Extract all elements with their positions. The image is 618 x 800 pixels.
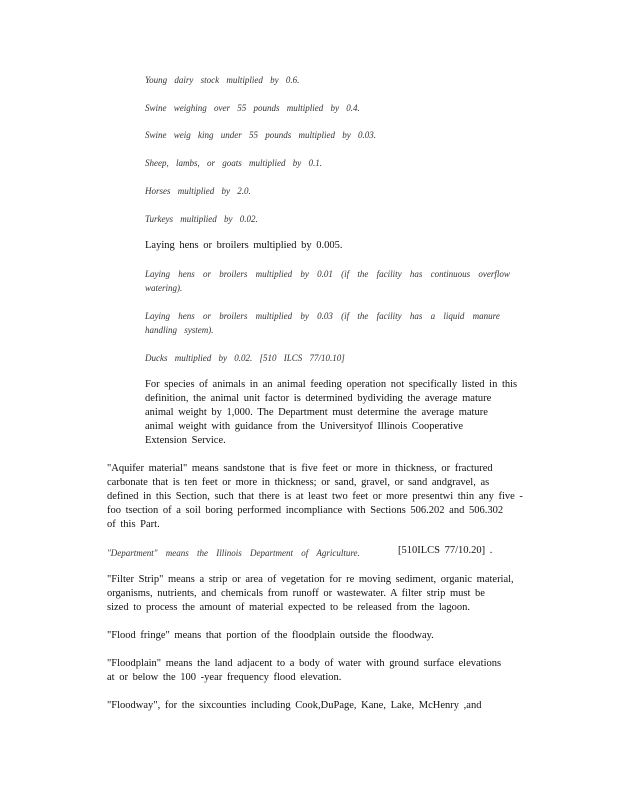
department-citation: [510ILCS 77/10.20] . bbox=[398, 545, 493, 556]
list-item-laying-liquid: Laying hens or broilers multiplied by 0.03 (if the facility has a liquid manure bbox=[145, 311, 500, 321]
filter-strip-definition-line: "Filter Strip" means a strip or area of vegetation for re moving sediment, organic material, bbox=[107, 574, 514, 585]
list-item-young-dairy: Young dairy stock multiplied by 0.6. bbox=[145, 75, 300, 85]
flood-fringe-definition: "Flood fringe" means that portion of the floodplain outside the floodway. bbox=[107, 630, 434, 641]
list-item-laying-continuous: Laying hens or broilers multiplied by 0.01 (if the facility has continuous overflow bbox=[145, 269, 510, 279]
species-paragraph-line: For species of animals in an animal feeding operation not specifically listed in this bbox=[145, 379, 518, 390]
floodplain-definition-line: "Floodplain" means the land adjacent to a body of water with ground surface elevations bbox=[107, 658, 502, 669]
list-item-sheep: Sheep, lambs, or goats multiplied by 0.1. bbox=[145, 158, 322, 168]
floodway-definition-line: "Floodway", for the sixcounties including Cook,DuPage, Kane, Lake, McHenry ,and bbox=[107, 700, 482, 711]
floodplain-definition-line: at or below the 100 -year frequency flood elevation. bbox=[107, 672, 342, 683]
species-paragraph-line: Extension Service. bbox=[145, 435, 226, 446]
list-item-turkeys: Turkeys multiplied by 0.02. bbox=[145, 214, 258, 224]
list-item-horses: Horses multiplied by 2.0. bbox=[145, 186, 251, 196]
filter-strip-definition-line: sized to process the amount of material expected to be released from the lagoon. bbox=[107, 602, 471, 613]
list-item-laying-liquid-cont: handling system). bbox=[145, 325, 214, 335]
aquifer-definition-line: foo tsection of a soil boring performed incompliance with Sections 506.202 and 506.302 bbox=[107, 505, 504, 516]
list-item-laying-hens: Laying hens or broilers multiplied by 0.005. bbox=[145, 240, 343, 251]
list-item-laying-continuous-cont: watering). bbox=[145, 283, 183, 293]
list-item-swine-under: Swine weig king under 55 pounds multiplied by 0.03. bbox=[145, 130, 376, 140]
department-definition: "Department" means the Illinois Department of Agriculture. bbox=[107, 548, 360, 558]
filter-strip-definition-line: organisms, nutrients, and chemicals from runoff or wastewater. A filter strip must be bbox=[107, 588, 485, 599]
species-paragraph-line: animal weight by 1,000. The Department must determine the average mature bbox=[145, 407, 488, 418]
species-paragraph-line: animal weight with guidance from the Universityof Illinois Cooperative bbox=[145, 421, 464, 432]
aquifer-definition-line: of this Part. bbox=[107, 519, 160, 530]
species-paragraph-line: definition, the animal unit factor is determined bydividing the average mature bbox=[145, 393, 492, 404]
aquifer-definition-line: carbonate that is ten feet or more in thickness; or sand, gravel, or sand andgravel, as bbox=[107, 477, 490, 488]
list-item-swine-over: Swine weighing over 55 pounds multiplied by 0.4. bbox=[145, 103, 360, 113]
aquifer-definition-line: "Aquifer material" means sandstone that is five feet or more in thickness, or fractured bbox=[107, 463, 493, 474]
list-item-ducks: Ducks multiplied by 0.02. [510 ILCS 77/10.10] bbox=[145, 353, 345, 363]
aquifer-definition-line: defined in this Section, such that there is at least two feet or more presentwi thin any five - bbox=[107, 491, 523, 502]
